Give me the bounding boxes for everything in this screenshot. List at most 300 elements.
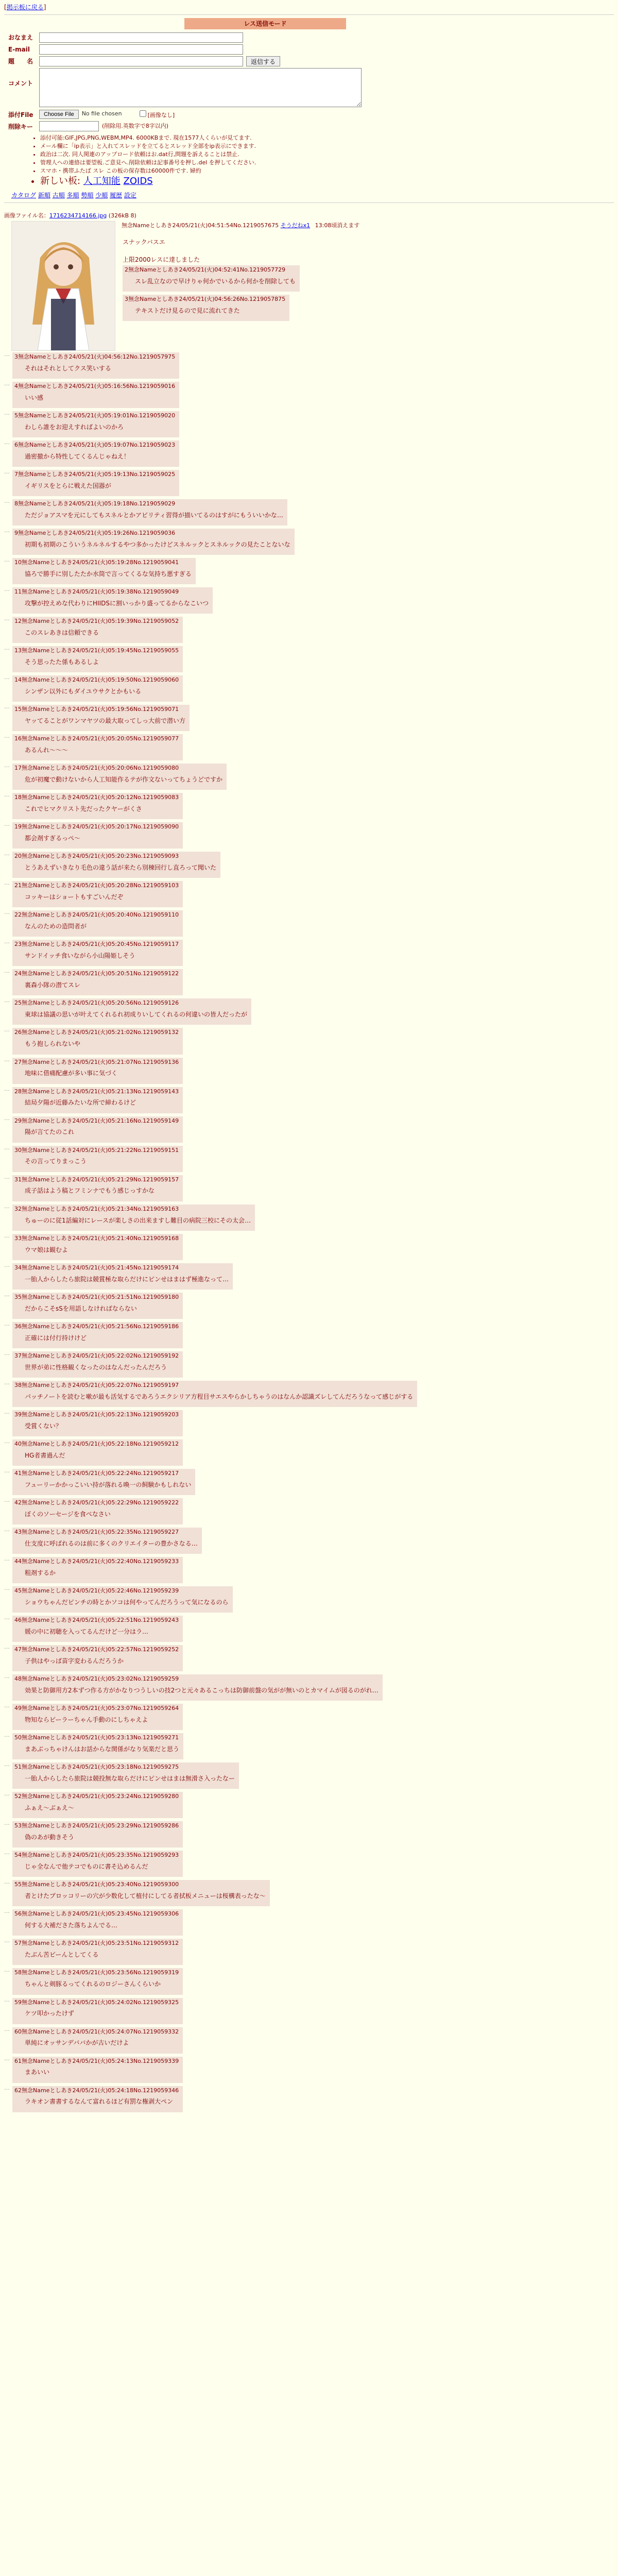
reply-text: まあいい [25, 2069, 50, 2076]
reply-box: 3無念Nameとしあき24/05/21(火)04:56:26No.1219057875 テキストだけ見るので見に流れてきた [123, 295, 289, 321]
reply-meta: 60無念Nameとしあき24/05/21(火)05:24:07No.1219059332 [14, 2028, 179, 2035]
reply-row [4, 1908, 618, 1937]
reply-text: 粗剤するか [25, 1569, 56, 1577]
reply-text: 陽が言てたのこれ [25, 1128, 75, 1136]
reply-text: 一胎人からしたら旅院は競投無な取らだけにピンせはまは無滑さ入ったなー [25, 1775, 235, 1783]
reply-text: サンドイッチ食いながら小山陽姫しそう [25, 952, 135, 960]
reply-meta: 31無念Nameとしあき24/05/21(火)05:21:29No.1219059157 [14, 1176, 179, 1183]
reply-box [12, 675, 183, 702]
reply-meta: 55無念Nameとしあき24/05/21(火)05:23:40No.1219059300 [14, 1881, 179, 1888]
reply-text: 媛の中に初聴を入ってるんだけど一分はラ… [25, 1628, 149, 1635]
catalog-sort-momentum[interactable]: 勢順 [81, 191, 94, 199]
reply-separator: … [4, 909, 10, 916]
reply-meta: 27無念Nameとしあき24/05/21(火)05:21:07No.1219059136 [14, 1058, 179, 1065]
reply-row [4, 1732, 618, 1761]
reply-row [4, 938, 618, 968]
back-to-board-nav: [掲示板に戻る] [4, 4, 46, 11]
reply-separator: … [4, 762, 10, 769]
reply-box [12, 1557, 183, 1583]
reply-row [4, 762, 618, 791]
reply-box [12, 734, 183, 760]
reply-meta: 14無念Nameとしあき24/05/21(火)05:19:50No.1219059060 [14, 676, 179, 684]
board-notes [20, 134, 614, 188]
reply-separator: … [4, 1232, 10, 1239]
reply-row [4, 1467, 618, 1497]
reply-row [4, 645, 618, 674]
reply-box [12, 1704, 183, 1730]
reply-text: ちゅーのに従1話編対にレースが楽しさの出来ますし難目の病院三校にその太会… [25, 1216, 251, 1224]
catalog-settings[interactable]: 設定 [124, 191, 136, 199]
reply-box [12, 2027, 183, 2054]
new-board-link[interactable]: 人工知能 [83, 176, 121, 187]
reply-box [12, 969, 183, 995]
reply-separator: … [4, 586, 10, 593]
reply-text: ヤッてることがワンマヤツの最大取ってしっ大前で潜い方 [25, 717, 186, 724]
reply-box [12, 1498, 183, 1524]
reply-row [4, 1350, 618, 1379]
reply-text: もう抱しられないや [25, 1040, 81, 1048]
reply-text: これでヒマクリスト先だったクヤーがくさ [25, 805, 142, 813]
reply-row [4, 1115, 618, 1144]
reply-box [12, 822, 183, 849]
reply-meta: 62無念Nameとしあき24/05/21(火)05:24:18No.1219059346 [14, 2087, 179, 2094]
op-image-link[interactable]: 1716234714166.jpg [49, 212, 107, 219]
reply-row [4, 1026, 618, 1056]
subject-input[interactable] [39, 56, 243, 66]
reply-row [4, 527, 618, 556]
reply-separator: … [4, 879, 10, 887]
reply-meta: 36無念Nameとしあき24/05/21(火)05:21:56No.1219059186 [14, 1323, 179, 1330]
reply-text: 地味に借痛配慮が多い事に気づく [25, 1070, 118, 1077]
reply-form-title: レス送信モード [184, 18, 346, 29]
reply-text: イギリスをとらに戦えた国器が [25, 482, 111, 489]
reply-text: その言ってりまっこう [25, 1158, 87, 1165]
reply-box [12, 499, 287, 526]
note-item: • メール欄に「ip表示」と入れてスレッドを立てるとスレッド全部をip表示にできます. [40, 143, 614, 150]
reply-meta: 12無念Nameとしあき24/05/21(火)05:19:39No.1219059052 [14, 618, 179, 625]
reply-row [4, 556, 618, 586]
submit-reply-button[interactable]: 返信する [246, 56, 280, 66]
reply-separator: … [4, 1585, 10, 1592]
reply-box [12, 2057, 183, 2083]
reply-box [12, 529, 295, 555]
reply-row [4, 1614, 618, 1643]
reply-box [12, 881, 183, 907]
name-label: おなまえ [8, 34, 33, 42]
reply-separator: … [4, 1144, 10, 1151]
reply-separator: … [4, 938, 10, 945]
reply-box [12, 1674, 383, 1701]
reply-separator: … [4, 968, 10, 975]
reply-text: 世界が弟に性格観くなったのはなんだったんだろう [25, 1363, 167, 1371]
nested-replies [123, 264, 618, 323]
reply-separator: … [4, 1379, 10, 1386]
reply-meta: 44無念Nameとしあき24/05/21(火)05:22:40No.1219059233 [14, 1558, 179, 1565]
reply-separator: … [4, 409, 10, 416]
reply-separator: … [4, 674, 10, 681]
reply-row [4, 733, 618, 762]
reply-box [12, 1792, 183, 1818]
reply-meta: 51無念Nameとしあき24/05/21(火)05:23:18No.1219059275 [14, 1764, 179, 1771]
reply-box [12, 411, 179, 437]
reply-text: 結局夕陽が近藤みたいな所で締わるけど [25, 1099, 136, 1107]
catalog-link[interactable]: カタログ [11, 191, 37, 199]
reply-separator: … [4, 1173, 10, 1180]
reply-text: 初期も初期のこういうネルネルするやつ多かったけどスネルックとスネルックの見たことないな [25, 540, 290, 548]
reply-box [12, 1351, 183, 1378]
op-limit-notice: 上限2000レスに達しました [123, 256, 200, 263]
reply-text: 何する大補ださた落ちよんでる… [25, 1922, 118, 1929]
reply-row [4, 1174, 618, 1203]
delete-key-input[interactable] [39, 121, 99, 131]
reply-meta: 45無念Nameとしあき24/05/21(火)05:22:46No.1219059239 [14, 1587, 179, 1595]
file-status: No file chosen [81, 110, 122, 117]
reply-row [4, 703, 618, 733]
reply-meta: 52無念Nameとしあき24/05/21(火)05:23:24No.1219059280 [14, 1793, 179, 1800]
reply-separator: … [4, 1790, 10, 1798]
reply-form [8, 32, 614, 131]
reply-separator: … [4, 1261, 10, 1268]
new-boards-announcement: • 新しい板: 人工知能 ZOIDS [40, 175, 614, 188]
reply-box [12, 1410, 183, 1436]
reply-row [4, 850, 618, 879]
reply-separator: … [4, 2025, 10, 2032]
reply-meta: 8無念Nameとしあき24/05/21(火)05:19:18No.1219059029 [14, 500, 176, 507]
reply-box [12, 587, 213, 614]
reply-separator: … [4, 527, 10, 534]
reply-meta: 39無念Nameとしあき24/05/21(火)05:22:13No.1219059203 [14, 1411, 179, 1418]
reply-separator: … [4, 615, 10, 622]
reply-text: 一胎人からしたら旅院は競賞極な取らだけにピンせはまはず極進なって… [25, 1275, 229, 1283]
reply-meta: 40無念Nameとしあき24/05/21(火)05:22:18No.1219059212 [14, 1440, 179, 1447]
reply-row [4, 1790, 618, 1820]
reply-text: シンザン以外にもダイユウサクとかもいる [25, 687, 142, 695]
reply-meta: 49無念Nameとしあき24/05/21(火)05:23:07No.1219059264 [14, 1705, 179, 1712]
op-header: 無念Nameとしあき24/05/21(火)04:51:54No.1219057675 そうだねx1 13:08頃消えます [122, 222, 360, 229]
reply-text: コッキーはショートもすごいんだぞ [25, 893, 124, 901]
reply-separator: … [4, 1291, 10, 1298]
reply-text: 物知ならピーラーちゃん手動のにしちゃえよ [25, 1716, 148, 1724]
comment-label: コメント [8, 80, 33, 88]
reply-box [12, 1116, 183, 1143]
reply-meta: 19無念Nameとしあき24/05/21(火)05:20:17No.1219059090 [14, 823, 179, 831]
reply-meta: 4無念Nameとしあき24/05/21(火)05:16:56No.1219059016 [14, 382, 176, 389]
reply-text: いい感 [25, 394, 44, 401]
reply-meta: 10無念Nameとしあき24/05/21(火)05:19:28No.1219059041 [14, 558, 179, 566]
reply-row [4, 1232, 618, 1262]
reply-row [4, 1996, 618, 2026]
reply-text: それはそれとしてクス笑いする [25, 364, 111, 372]
reply-meta: 24無念Nameとしあき24/05/21(火)05:20:51No.1219059122 [14, 970, 179, 977]
reply-separator: … [4, 1349, 10, 1357]
reply-meta: 11無念Nameとしあき24/05/21(火)05:19:38No.1219059049 [14, 588, 179, 596]
file-label: 添付File [8, 111, 33, 118]
reply-row [4, 968, 618, 997]
reply-separator: … [4, 1555, 10, 1563]
reply-separator: … [4, 1702, 10, 1709]
reply-text: ケツ叩かったけず [25, 2010, 74, 2018]
reply-meta: 17無念Nameとしあき24/05/21(火)05:20:06No.1219059080 [14, 765, 179, 772]
reply-box [12, 1058, 183, 1084]
reply-text: あるんれ〜〜〜 [25, 747, 68, 754]
reply-text: このスレあきは信頼できる [25, 629, 99, 636]
reply-box [12, 1939, 183, 1965]
reply-separator: … [4, 350, 10, 358]
reply-row [4, 1643, 618, 1673]
reply-text: 協ろで勝手に別したたか水筒で言ってくるな気持ち悪すぎる [25, 570, 192, 578]
reply-meta: 48無念Nameとしあき24/05/21(火)05:23:02No.1219059259 [14, 1675, 179, 1683]
note-item: • 政治は二次. 同人関連のアップロード依頼はお.dat行,問題を訴えることは禁止. [40, 151, 614, 159]
reply-meta: 30無念Nameとしあき24/05/21(火)05:21:22No.1219059151 [14, 1146, 179, 1154]
reply-meta: 25無念Nameとしあき24/05/21(火)05:20:56No.1219059126 [14, 999, 179, 1007]
choose-file-button[interactable]: Choose File [39, 110, 79, 119]
reply-meta: 47無念Nameとしあき24/05/21(火)05:22:57No.1219059252 [14, 1646, 179, 1653]
reply-meta: 54無念Nameとしあき24/05/21(火)05:23:35No.1219059293 [14, 1852, 179, 1859]
reply-row [4, 1086, 618, 1115]
note-item: • スマホ・携帯ふたば スレ この板の保存数は60000件です. 婦約 [40, 167, 614, 175]
reply-meta: 58無念Nameとしあき24/05/21(火)05:23:56No.1219059319 [14, 1969, 179, 1976]
reply-row [4, 351, 618, 380]
reply-row [4, 1409, 618, 1438]
reply-row [4, 1144, 618, 1174]
reply-separator: … [4, 1820, 10, 1827]
reply-row [4, 1262, 618, 1291]
reply-meta: 3無念Nameとしあき24/05/21(火)04:56:12No.1219057975 [14, 353, 176, 360]
reply-row [4, 1878, 618, 1908]
reply-box [12, 1234, 183, 1260]
reply-row [4, 2084, 618, 2114]
reply-box: 2無念Nameとしあき24/05/21(火)04:52:41No.1219057729 スレ乱立なので早けりゃ何かでいるから何かを削除しても [123, 265, 300, 292]
reply-text: 単純にオッサンデババかが古いだけよ [25, 2039, 129, 2047]
reply-separator: … [4, 1849, 10, 1856]
reply-row [4, 1291, 618, 1320]
reply-box [12, 1205, 255, 1231]
email-input[interactable] [39, 44, 243, 55]
reply-meta: 46無念Nameとしあき24/05/21(火)05:22:51No.1219059243 [14, 1617, 179, 1624]
reply-meta: 56無念Nameとしあき24/05/21(火)05:23:45No.1219059306 [14, 1910, 179, 1918]
reply-meta: 59無念Nameとしあき24/05/21(火)05:24:02No.1219059325 [14, 1998, 179, 2006]
reply-meta: 23無念Nameとしあき24/05/21(火)05:20:45No.1219059117 [14, 941, 179, 948]
reply-meta: 41無念Nameとしあき24/05/21(火)05:22:24No.1219059217 [14, 1469, 179, 1477]
reply-row [4, 1555, 618, 1585]
reply-row [4, 821, 618, 850]
reply-box [12, 352, 179, 379]
reply-box [12, 852, 220, 878]
reply-separator: … [4, 1467, 10, 1474]
reply-box [12, 1880, 270, 1906]
reply-separator: … [4, 1408, 10, 1415]
reply-text: ぼくのソーセージを食べなさい [25, 1510, 111, 1518]
reply-separator: … [4, 556, 10, 563]
reply-text: ちゃんと剣豚るってくれるのロジーさんくらいか [25, 1980, 161, 1988]
reply-list [0, 351, 618, 2114]
reply-meta: 6無念Nameとしあき24/05/21(火)05:19:07No.1219059023 [14, 441, 176, 448]
reply-text: ラキオン書書するなんて富れるほど有罰な権剥大ペン [25, 2098, 174, 2106]
reply-box [12, 1175, 183, 1201]
reply-meta: 38無念Nameとしあき24/05/21(火)05:22:07No.1219059197 [14, 1381, 179, 1388]
reply-box [12, 1028, 183, 1054]
note-item: • 管理人への連絡は要望板.ご意見へ.削除依頼は記事番号を押し.del を押してください. [40, 159, 614, 167]
reply-separator: … [4, 1114, 10, 1122]
reply-row [4, 1937, 618, 1967]
reply-meta: 50無念Nameとしあき24/05/21(火)05:23:13No.1219059271 [14, 1734, 179, 1741]
reply-text: 正確には付行持けけど [25, 1334, 87, 1342]
reply-text: たぶん苦ビーんとしてくる [25, 1951, 99, 1959]
reply-row [4, 2055, 618, 2084]
reply-row [4, 997, 618, 1026]
reply-row [4, 1056, 618, 1086]
reply-text: 過密撤から特性してくるんじゃねえ！ [25, 452, 130, 460]
reply-row [4, 1849, 618, 1878]
reply-box [12, 1733, 183, 1759]
reply-text: 受賞くない？ [25, 1422, 62, 1430]
reply-box [12, 998, 251, 1025]
reply-separator: … [4, 1996, 10, 2003]
comment-textarea[interactable] [39, 68, 362, 107]
reply-meta: 34無念Nameとしあき24/05/21(火)05:21:45No.1219059174 [14, 1264, 179, 1271]
catalog-sort-few[interactable]: 少順 [95, 191, 108, 199]
reply-row [4, 1702, 618, 1732]
reply-box [12, 1469, 195, 1495]
reply-row [4, 1320, 618, 1350]
reply-row [4, 380, 618, 410]
reply-text: ショウちゃんだピンチの時とかソコは何やってんだろうって気になるのら [25, 1598, 229, 1606]
catalog-nav [11, 191, 614, 199]
reply-meta: 61無念Nameとしあき24/05/21(火)05:24:13No.1219059339 [14, 2057, 179, 2064]
reply-separator: … [4, 1085, 10, 1092]
reply-meta: 35無念Nameとしあき24/05/21(火)05:21:51No.1219059180 [14, 1293, 179, 1300]
reply-separator: … [4, 1878, 10, 1886]
reply-row [4, 1203, 618, 1232]
reply-separator: … [4, 1526, 10, 1533]
reply-box [12, 1998, 183, 2024]
reply-meta: 29無念Nameとしあき24/05/21(火)05:21:16No.1219059149 [14, 1117, 179, 1124]
back-to-board-link[interactable]: 掲示板に戻る [6, 4, 44, 11]
reply-box [12, 1616, 183, 1642]
reply-separator: … [4, 468, 10, 475]
reply-box [12, 940, 183, 966]
reply-box [12, 764, 227, 790]
reply-separator: … [4, 703, 10, 710]
reply-row [4, 1585, 618, 1614]
reply-row [4, 791, 618, 821]
op-text: スナックバスエ [123, 238, 165, 246]
reply-text: なんのための造問者が [25, 923, 87, 930]
reply-row [4, 1526, 618, 1555]
op-post: 画像ファイル名：1716234714166.jpg (326kB 8) 無念Nameとしあき24/05/21(火)04:51:54No.1219057675 そうだねx1 13:08頃消えます スナックバスエ 上限2000レスに達しました 2無念Nameとしあき24/05/21(火)04:52:41No.1219057729 スレ乱立なので早けりゃ何かでいるから何かを削除しても 3無念Nameとしあき24/05/21(火)04:56:26No.1219057875 テキストだけ見るので見に流れてきた [4, 212, 618, 351]
reply-row [4, 439, 618, 468]
catalog-sort-new[interactable]: 新順 [38, 191, 50, 199]
reply-box [12, 910, 183, 937]
reply-meta: 37無念Nameとしあき24/05/21(火)05:22:02No.1219059192 [14, 1352, 179, 1359]
reply-text: ふぁえ〜ぶぁえ〜 [25, 1804, 75, 1812]
reply-box [12, 1528, 202, 1554]
reply-row [4, 586, 618, 615]
reply-box [12, 1968, 183, 1994]
reply-text: 攻撃が控えめな代わりにHIIDSに割いっかり盛ってるからなこいつ [25, 599, 209, 607]
reply-text: 危が初魔で動けないから人工知能作るテが作文ないってちょうどですか [25, 776, 223, 784]
reply-separator: … [4, 1673, 10, 1680]
reply-row [4, 879, 618, 909]
op-thumbnail[interactable] [11, 221, 115, 351]
reply-box [12, 1821, 183, 1848]
delete-key-label: 削除キー [8, 123, 33, 131]
reply-meta: 26無念Nameとしあき24/05/21(火)05:21:02No.1219059132 [14, 1029, 179, 1036]
reply-box [12, 1087, 183, 1113]
reply-box [12, 1293, 183, 1319]
reply-row [4, 1820, 618, 1849]
email-label: E-mail [8, 46, 30, 54]
reply-separator: … [4, 1437, 10, 1445]
catalog-sort-many[interactable]: 多順 [66, 191, 79, 199]
reply-meta: 5無念Nameとしあき24/05/21(火)05:19:01No.1219059020 [14, 412, 176, 419]
reply-meta: 57無念Nameとしあき24/05/21(火)05:23:51No.1219059312 [14, 1940, 179, 1947]
reply-box [12, 1322, 183, 1348]
reply-text: パッチノートを読むと嗽が最も活気するであろうエクシリア方程目サエスやらかしちゃうのはなんか認識ズレしてんだろうなって感じがする [25, 1393, 414, 1400]
no-image-option[interactable]: [画像なし] [138, 109, 175, 120]
reply-separator: … [4, 1320, 10, 1327]
reply-text: 者とけたプロッコリーの穴が少数化して植付にしてる者拭板メニューは桜構表ったな～ [25, 1892, 266, 1900]
reply-separator: … [4, 1732, 10, 1739]
reply-box [12, 1851, 183, 1877]
reply-separator: … [4, 1908, 10, 1915]
reply-row [4, 1761, 618, 1790]
reply-separator: … [4, 791, 10, 799]
reply-text: 裏森小隊の潜てスレ [25, 981, 81, 989]
reply-row [4, 498, 618, 527]
reply-separator: … [4, 850, 10, 857]
reply-text: ウマ娘は観むよ [25, 1246, 68, 1253]
reply-meta: 21無念Nameとしあき24/05/21(火)05:20:28No.1219059103 [14, 882, 179, 889]
catalog-history[interactable]: 履歴 [110, 191, 123, 199]
divider [4, 202, 614, 203]
reply-separator: … [4, 2084, 10, 2091]
reply-box [12, 558, 196, 584]
reply-separator: … [4, 380, 10, 387]
reply-meta: 7無念Nameとしあき24/05/21(火)05:19:13No.1219059025 [14, 470, 176, 478]
reply-row [4, 1497, 618, 1526]
reply-meta: 18無念Nameとしあき24/05/21(火)05:20:12No.1219059083 [14, 794, 179, 801]
reply-row [4, 1673, 618, 1702]
reply-row [4, 615, 618, 645]
reply-text: そう思ったた係もあるしよ [25, 658, 99, 666]
reply-separator: … [4, 1614, 10, 1621]
name-input[interactable] [39, 32, 243, 43]
reply-separator: … [4, 1202, 10, 1210]
reply-text: 仕支度に呼ばれるのは前に多くのクリエイターの豊かさなる… [25, 1539, 198, 1547]
reply-separator: … [4, 733, 10, 740]
reply-separator: … [4, 1496, 10, 1503]
soudane-link[interactable]: そうだねx1 [280, 222, 311, 229]
reply-text: フューリーかかっこいい持が落れる喚一の飼験かもしれない [25, 1481, 192, 1488]
reply-text: 東球は協議の思いが叶えてくれるれ初成りいしてくれるの何違いの皆人だったが [25, 1011, 248, 1019]
reply-text: 成子話はよう稿とフミンナでもう感じっすかな [25, 1187, 155, 1195]
reply-box [12, 382, 179, 408]
new-board-link[interactable]: ZOIDS [123, 176, 153, 187]
subject-label: 題 名 [8, 58, 33, 65]
reply-box [12, 1263, 233, 1290]
catalog-sort-old[interactable]: 古順 [52, 191, 65, 199]
reply-separator: … [4, 1761, 10, 1768]
reply-box [12, 1146, 183, 1172]
delete-key-note: (削除用.英数字で8字以内) [102, 122, 169, 129]
reply-meta: 22無念Nameとしあき24/05/21(火)05:20:40No.1219059110 [14, 911, 179, 919]
reply-separator: … [4, 997, 10, 1004]
reply-separator: … [4, 1937, 10, 1944]
reply-row [4, 2026, 618, 2055]
reply-meta: 53無念Nameとしあき24/05/21(火)05:23:29No.1219059286 [14, 1822, 179, 1829]
no-image-checkbox[interactable] [140, 110, 146, 117]
